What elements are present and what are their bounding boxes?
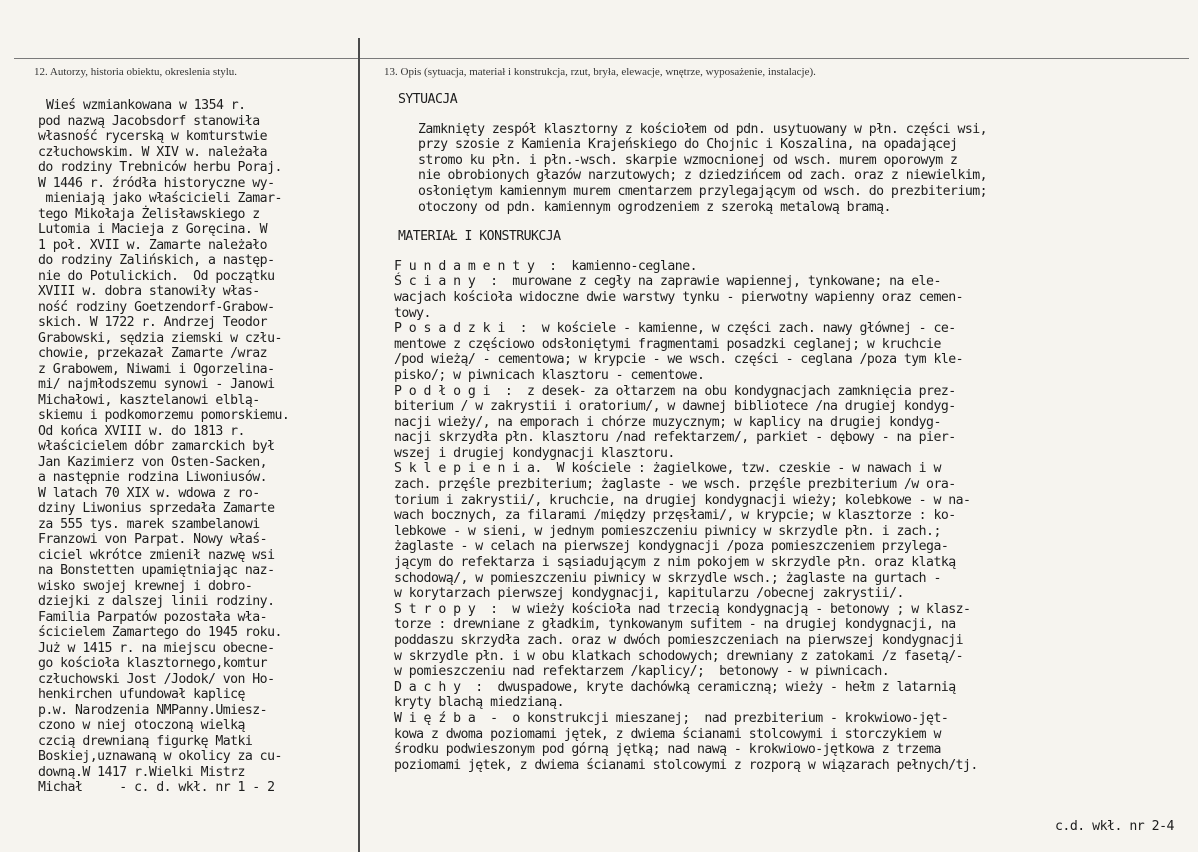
text-line: własność rycerską w komturstwie <box>38 129 268 144</box>
text-line: wach bocznych, za filarami /między przęsłami/, w krypcie; w klasztorze : ko- <box>394 508 956 524</box>
history-text <box>38 98 356 796</box>
text-line: stromo ku płn. i płn.-wsch. skarpie wzmocnionej od wsch. murem oporowym z <box>418 152 958 168</box>
text-line: Już w 1415 r. na miejscu obecne- <box>38 640 275 656</box>
text-line: w pomieszczeniu nad refektarzem /kaplicy/; betonowy - w piwnicach. <box>394 664 890 680</box>
text-line: P o s a d z k i : w kościele - kamienne, w części zach. nawy głównej - ce- <box>394 321 956 337</box>
text-line: torium i zakrystii/, kruchcie, na drugiej kondygnacji wieży; kolebkowe - w na- <box>394 492 971 508</box>
text-line: torze : drewniane z gładkim, tynkowanym sufitem - na drugiej kondygnacji, na <box>394 617 956 633</box>
text-line: nacji wieży/, na emporach i chórze muzycznym; w kaplicy na drugiej kondyg- <box>394 414 941 430</box>
text-line: poddaszu skrzydła zach. oraz w dwóch pomieszczeniach na pierwszej kondygnacji <box>394 633 963 648</box>
text-line: jącym do refektarza i sąsiadującym z nim pokojem w skrzydle płn. oraz klatką <box>394 555 956 571</box>
text-line: Familia Parpatów pozostała wła- <box>38 609 268 625</box>
text-line: czono w niej otoczoną wielką <box>38 718 245 733</box>
text-line: tego Mikołaja Żelisławskiego z <box>38 206 260 222</box>
text-line: ciciel wkrótce zmienił nazwę wsi <box>38 547 275 563</box>
text-line: schodową/, w pomieszczeniu piwnicy w skrzydle wsch.; żaglaste na gurtach - <box>394 570 941 586</box>
text-line: chowie, przekazał Zamarte /wraz <box>38 346 268 361</box>
text-line: kryty blachą miedzianą. <box>394 695 564 711</box>
text-line: P o d ł o g i : z desek- za ołtarzem na obu kondygnacjach zamknięcia prez- <box>394 383 956 399</box>
text-line: W latach 70 XIX w. wdowa z ro- <box>38 485 260 501</box>
sytuacja-paragraph <box>418 122 1184 216</box>
text-line: osłoniętym kamiennym murem cmentarzem przylegającym od wsch. do prezbiterium; <box>418 183 987 199</box>
text-line: Wieś wzmiankowana w 1354 r. <box>46 98 246 113</box>
text-line: downą.W 1417 r.Wielki Mistrz <box>38 764 245 780</box>
text-line: Franzowi von Parpat. Nowy właś- <box>38 532 268 547</box>
text-line: z Grabowem, Niwami i Ogorzelina- <box>38 361 275 377</box>
text-line: za 555 tys. marek szambelanowi <box>38 516 260 532</box>
text-line: lebkowe - w sieni, w jednym pomieszczeniu piwnicy w skrzydle płn. i zach.; <box>394 523 941 539</box>
text-line: skiemu i podkomorzemu pomorskiemu. <box>38 408 290 423</box>
text-line: w skrzydle płn. i w obu klatkach schodowych; drewniany z zatokami /z fasetą/- <box>394 648 963 664</box>
text-line: F u n d a m e n t y : kamienno-ceglane. <box>394 258 697 274</box>
text-line: właścicielem dóbr zamarckich był <box>38 439 275 454</box>
text-line: biterium / w zakrystii i oratorium/, w dawnej bibliotece /na drugiej kondyg- <box>394 399 956 415</box>
text-line: S k l e p i e n i a. W kościele : żagielkowe, tzw. czeskie - w nawach i w <box>394 461 941 477</box>
text-line: Lutomia i Macieja z Goręcina. W <box>38 222 268 237</box>
text-line: Boskiej,uznawaną w okolicy za cu- <box>38 749 282 764</box>
text-line: Jan Kazimierz von Osten-Sacken, <box>38 454 268 470</box>
text-line: kowa z dwoma poziomami jętek, z dwiema ścianami stolcowymi i storczykiem w <box>394 726 941 742</box>
text-line: Grabowski, sędzia ziemski w człu- <box>38 330 282 346</box>
text-line: W i ę ź b a - o konstrukcji mieszanej; nad prezbiterium - krokwiowo-jęt- <box>394 710 949 726</box>
text-line: XVIII w. dobra stanowiły włas- <box>38 284 260 299</box>
text-line: mentowe z częściowo odsłoniętymi fragmentami posadzki ceglanej; w kruchcie <box>394 336 941 352</box>
right-column-header: 13. Opis (sytuacja, materiał i konstrukcja, rzut, bryła, elewacje, wnętrze, wyposażenie, instalacje). <box>384 66 816 78</box>
continuation-reference: c.d. wkł. nr 2-4 <box>1054 819 1174 834</box>
text-line: Ś c i a n y : murowane z cegły na zaprawie wapiennej, tynkowane; na ele- <box>394 274 941 290</box>
section-title-material: MATERIAŁ I KONSTRUKCJA <box>398 229 561 245</box>
column-divider <box>358 38 360 852</box>
text-line: do rodziny Zalińskich, a następ- <box>38 253 275 268</box>
text-line: ność rodziny Goetzendorf-Grabow- <box>38 299 275 315</box>
text-line: nie do Potulickich. Od początku <box>38 268 275 284</box>
text-line: człuchowski Jost /Jodok/ von Ho- <box>38 671 275 687</box>
text-line: W 1446 r. źródła historyczne wy- <box>38 175 275 191</box>
text-line: otoczony od pdn. kamiennym ogrodzeniem z szeroką metalową bramą. <box>418 199 891 215</box>
text-line: Michał - c. d. wkł. nr 1 - 2 <box>38 780 275 795</box>
text-line: D a c h y : dwuspadowe, kryte dachówką ceramiczną; wieży - hełm z latarnią <box>394 679 956 695</box>
text-line: skich. W 1722 r. Andrzej Teodor <box>38 315 268 330</box>
text-line: wisko swojej krewnej i dobro- <box>38 578 253 594</box>
text-line: towy. <box>394 305 431 321</box>
text-line: 1 poł. XVII w. Zamarte należało <box>38 237 268 253</box>
text-line: henkirchen ufundował kaplicę <box>38 687 245 702</box>
text-line: poziomami jętek, z dwiema ścianami stolcowymi z rozporą w wiązarach pełnych/tj. <box>394 757 978 773</box>
text-line: nie obrobionych głazów narzutowych; z dziedzińcem od zach. oraz z niewielkim, <box>418 168 987 184</box>
text-line: a następnie rodzina Liwoniusów. <box>38 470 268 485</box>
text-line: w korytarzach pierwszej kondygnacji, kapitularzu /obecnej zakrystii/. <box>394 586 904 602</box>
text-line: na Bonstetten upamiętniając naz- <box>38 563 275 578</box>
text-line: /pod wieżą/ - cementowa; w krypcie - we wsch. części - ceglana /poza tym kle- <box>394 352 963 368</box>
text-line: nacji skrzydła płn. klasztoru /nad refektarzem/, parkiet - dębowy - na pier- <box>394 430 956 446</box>
section-title-sytuacja: SYTUACJA <box>398 92 458 107</box>
text-line: żaglaste - w celach na pierwszej kondygnacji /poza pomieszczeniem przylega- <box>394 539 949 555</box>
text-line: Michałowi, kasztelanowi elblą- <box>38 392 260 408</box>
text-line: dziejki z dalszej linii rodziny. <box>38 594 275 609</box>
text-line: mi/ najmłodszemu synowi - Janowi <box>38 377 275 392</box>
text-line: wszej i drugiej kondygnacji klasztoru. <box>394 445 675 461</box>
text-line: S t r o p y : w wieży kościoła nad trzecią kondygnacją - betonowy ; w klasz- <box>394 601 971 617</box>
text-line: wacjach kościoła widoczne dwie warstwy tynku - pierwotny wapienny oraz cemen- <box>394 289 963 305</box>
text-line: go kościoła klasztornego,komtur <box>38 656 268 671</box>
header-rule <box>14 58 1189 59</box>
text-line: mieniają jako właścicieli Zamar- <box>38 191 282 206</box>
text-line: przy szosie z Kamienia Krajeńskiego do Chojnic i Koszalina, na opadającej <box>418 137 958 153</box>
text-line: zach. przęśle prezbiterium; żaglaste - we wsch. przęśle prezbiterium /w ora- <box>394 477 956 493</box>
left-column-header: 12. Autorzy, historia obiektu, okreslenia stylu. <box>34 66 238 78</box>
material-paragraph <box>394 259 1184 774</box>
text-line: pisko/; w piwnicach klasztoru - cementowe. <box>394 367 705 383</box>
text-line: ścicielem Zamartego do 1945 roku. <box>38 625 282 640</box>
text-line: pod nazwą Jacobsdorf stanowiła <box>38 113 260 129</box>
text-line: do rodziny Trebniców herbu Poraj. <box>38 160 282 175</box>
text-line: p.w. Narodzenia NMPanny.Umiesz- <box>38 702 268 718</box>
text-line: Zamknięty zespół klasztorny z kościołem od pdn. usytuowany w płn. części wsi, <box>418 121 987 137</box>
text-line: środku podwieszonym pod górną jętką; nad nawą - krokwiowo-jętkowa z trzema <box>394 742 941 758</box>
description-text <box>394 92 1184 773</box>
text-line: dziny Liwonius sprzedała Zamarte <box>38 501 275 516</box>
text-line: Od końca XVIII w. do 1813 r. <box>38 423 245 439</box>
text-line: czcią drewnianą figurkę Matki <box>38 733 253 749</box>
text-line: człuchowskim. W XIV w. należała <box>38 144 268 160</box>
